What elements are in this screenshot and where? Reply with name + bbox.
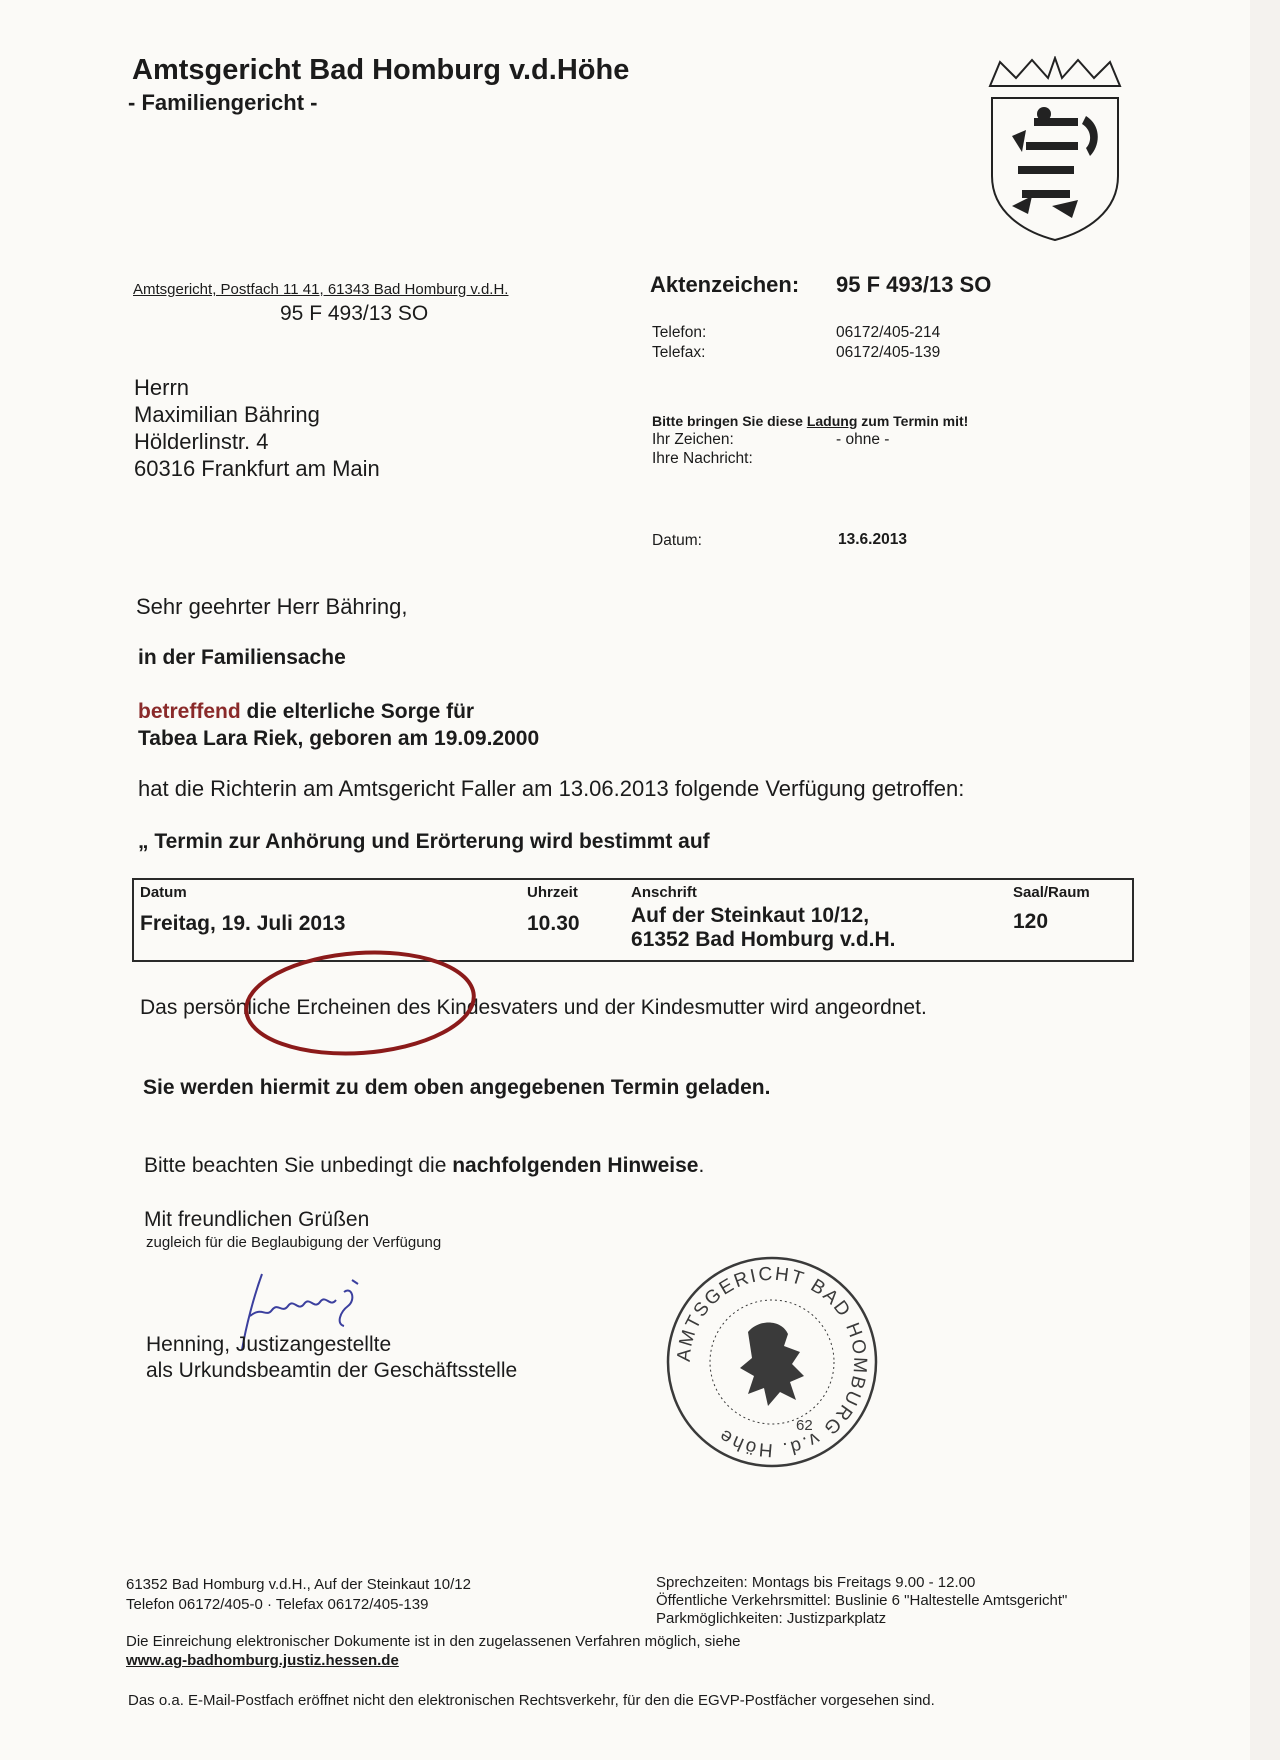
telefon-label: Telefon: xyxy=(652,324,707,341)
certification-note: zugleich für die Beglaubigung der Verfügung xyxy=(146,1234,442,1251)
seal-text: AMTSGERICHT BAD HOMBURG v.d. Höhe xyxy=(673,1263,871,1461)
appointment-date: Freitag, 19. Juli 2013 xyxy=(140,912,346,935)
notes-reminder: Bitte beachten Sie unbedingt die nachfolgenden Hinweise. xyxy=(144,1154,705,1177)
footer-office-hours: Sprechzeiten: Montags bis Freitags 9.00 - 12.00 xyxy=(656,1574,976,1591)
hessen-coat-of-arms-icon xyxy=(982,56,1128,242)
table-cell-uhrzeit xyxy=(521,879,625,961)
footer-address: 61352 Bad Homburg v.d.H., Auf der Steinkaut 10/12 xyxy=(126,1576,471,1593)
recipient-city: 60316 Frankfurt am Main xyxy=(134,456,380,481)
recipient-name: Maximilian Bähring xyxy=(134,402,320,427)
subject-familiensache: in der Familiensache xyxy=(138,646,346,669)
return-address: Amtsgericht, Postfach 11 41, 61343 Bad Homburg v.d.H. xyxy=(133,281,509,298)
appointment-room: 120 xyxy=(1013,910,1049,933)
closing-greeting: Mit freundlichen Grüßen xyxy=(144,1208,370,1231)
hearing-heading: „ Termin zur Anhörung und Erörterung wird bestimmt auf xyxy=(138,830,710,853)
court-subtitle: - Familiengericht - xyxy=(128,90,318,115)
appointment-address-line2: 61352 Bad Homburg v.d.H. xyxy=(631,928,896,951)
red-circle-annotation-icon xyxy=(240,946,480,1060)
table-header: Uhrzeit xyxy=(527,884,578,901)
footer-parking: Parkmöglichkeiten: Justizparkplatz xyxy=(656,1610,887,1627)
court-seal-stamp-icon xyxy=(664,1254,880,1470)
footer-electronic-note: Die Einreichung elektronischer Dokumente ist in den zugelassenen Verfahren möglich, siehe xyxy=(126,1633,741,1650)
court-name: Amtsgericht Bad Homburg v.d.Höhe xyxy=(132,54,630,86)
footer-email-note: Das o.a. E-Mail-Postfach eröffnet nicht den elektronischen Rechtsverkehr, für den die EGVP-Postfächer vorgesehen sind. xyxy=(128,1692,935,1709)
telefax-label: Telefax: xyxy=(652,344,706,361)
subject-betreffend: betreffend die elterliche Sorge für Tabea Lara Riek, geboren am 19.09.2000 xyxy=(138,700,540,750)
child-name: Tabea Lara Riek, geboren am 19.09.2000 xyxy=(138,727,540,750)
telefon-value: 06172/405-214 xyxy=(836,324,941,341)
telefax-value: 06172/405-139 xyxy=(836,344,941,361)
datum-label: Datum: xyxy=(652,532,702,549)
recipient-street: Hölderlinstr. 4 xyxy=(134,429,269,454)
judge-order-text: hat die Richterin am Amtsgericht Faller am 13.06.2013 folgende Verfügung getroffen: xyxy=(138,776,965,801)
footer-website-link[interactable]: www.ag-badhomburg.justiz.hessen.de xyxy=(126,1652,399,1669)
signatory xyxy=(146,1332,517,1384)
seal-number: 62 xyxy=(796,1417,813,1434)
personal-appearance-order: Das persönliche Ercheinen des Kindesvaters und der Kindesmutter wird angeordnet. xyxy=(140,996,927,1019)
bring-summons-note: Bitte bringen Sie diese Ladung zum Termin mit! xyxy=(652,413,969,429)
ihr-zeichen-label: Ihr Zeichen: xyxy=(652,431,734,448)
signatory-role: als Urkundsbeamtin der Geschäftsstelle xyxy=(146,1359,518,1382)
table-header: Saal/Raum xyxy=(1013,884,1090,901)
table-cell-saal xyxy=(1007,879,1133,961)
recipient-line: Herrn xyxy=(134,375,190,400)
appointment-address-line1: Auf der Steinkaut 10/12, xyxy=(631,904,870,927)
appointment-time: 10.30 xyxy=(527,912,580,935)
ihr-zeichen-value: - ohne - xyxy=(836,431,890,448)
datum-value: 13.6.2013 xyxy=(838,531,907,548)
recipient-address xyxy=(134,374,380,482)
aktenzeichen-value: 95 F 493/13 SO xyxy=(836,272,992,297)
table-cell-anschrift xyxy=(625,879,1007,961)
table-header: Datum xyxy=(140,884,187,901)
salutation: Sehr geehrter Herr Bähring, xyxy=(136,594,408,619)
reference-number: 95 F 493/13 SO xyxy=(280,302,429,325)
summons-statement: Sie werden hiermit zu dem oben angegebenen Termin geladen. xyxy=(143,1076,771,1099)
signatory-name: Henning, Justizangestellte xyxy=(146,1333,392,1356)
ihre-nachricht-label: Ihre Nachricht: xyxy=(652,450,753,467)
table-header: Anschrift xyxy=(631,884,697,901)
aktenzeichen-label: Aktenzeichen: xyxy=(650,272,800,297)
footer-transport: Öffentliche Verkehrsmittel: Buslinie 6 "Haltestelle Amtsgericht" xyxy=(656,1592,1068,1609)
footer-phone: Telefon 06172/405-0 · Telefax 06172/405-139 xyxy=(126,1596,429,1613)
